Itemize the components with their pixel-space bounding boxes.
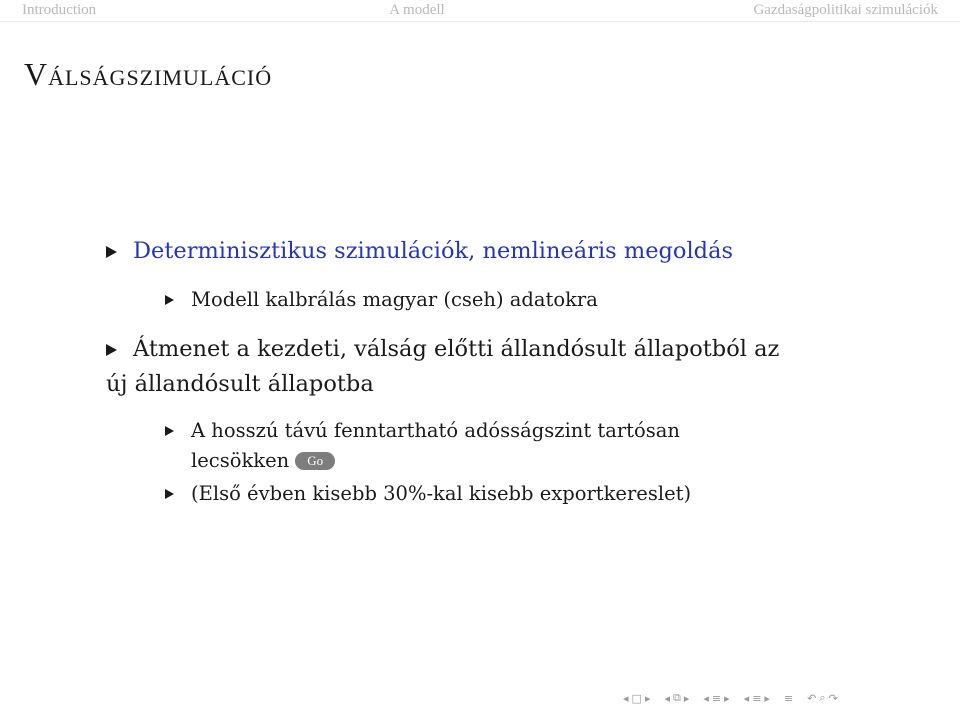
list-item [191,417,680,444]
part-next-icon[interactable]: ▸ [764,691,770,705]
subsection-next-icon[interactable]: ▸ [683,691,690,705]
headline-divider [0,21,960,22]
frame-next-icon[interactable]: ▸ [644,691,651,705]
list-item-text-line2: lecsökken [191,449,290,472]
list-item [133,236,733,266]
part-prev-icon[interactable]: ◂ [743,691,750,705]
slide-title: Válságszimuláció [24,56,273,92]
nav-section-introduction[interactable]: Introduction [22,2,97,18]
list-item [133,334,779,364]
section-icon[interactable]: ≡ [711,691,722,705]
list-item-text: Modell kalbrálás magyar (cseh) adatokra [191,288,598,311]
frame-prev-icon[interactable]: ◂ [623,691,629,705]
list-item-continuation [106,369,374,399]
part-icon[interactable]: ≡ [752,691,762,705]
list-item-text: (Első évben kisebb 30%-kal kisebb exportkereslet) [191,482,692,505]
section-prev-icon[interactable]: ◂ [703,691,709,705]
search-icon[interactable]: ⌕ [819,691,826,704]
triangle-bullet-icon [165,489,174,499]
list-item-text-line1: A hosszú távú fenntartható adósságszint tartósan [191,419,680,442]
document-icon[interactable]: ≡ [783,691,794,705]
triangle-bullet-icon [165,426,174,436]
nav-section-policy-simulations[interactable]: Gazdaságpolitikai szimulációk [753,2,938,18]
triangle-bullet-icon [106,344,117,356]
beamer-headline [0,0,960,22]
frame-icon[interactable]: □ [631,691,642,705]
go-button[interactable]: Go [295,452,335,470]
back-icon[interactable]: ↶ [807,691,817,705]
section-next-icon[interactable]: ▸ [724,691,730,705]
nav-section-model[interactable]: A modell [389,2,445,18]
subsection-icon[interactable]: ⧉ [673,691,681,704]
list-item [191,286,598,313]
triangle-bullet-icon [165,295,174,305]
triangle-bullet-icon [106,246,117,258]
list-item-text: Determinisztikus szimulációk, nemlineáris megoldás [133,238,734,264]
beamer-navigation-symbols [623,690,953,706]
list-item-continuation [191,447,335,474]
forward-icon[interactable]: ↷ [828,691,838,705]
subsection-prev-icon[interactable]: ◂ [664,691,670,705]
list-item [191,480,691,507]
list-item-text-line2: új állandósult állapotba [106,371,374,397]
list-item-text-line1: Átmenet a kezdeti, válság előtti állandósult állapotból az [133,336,780,362]
